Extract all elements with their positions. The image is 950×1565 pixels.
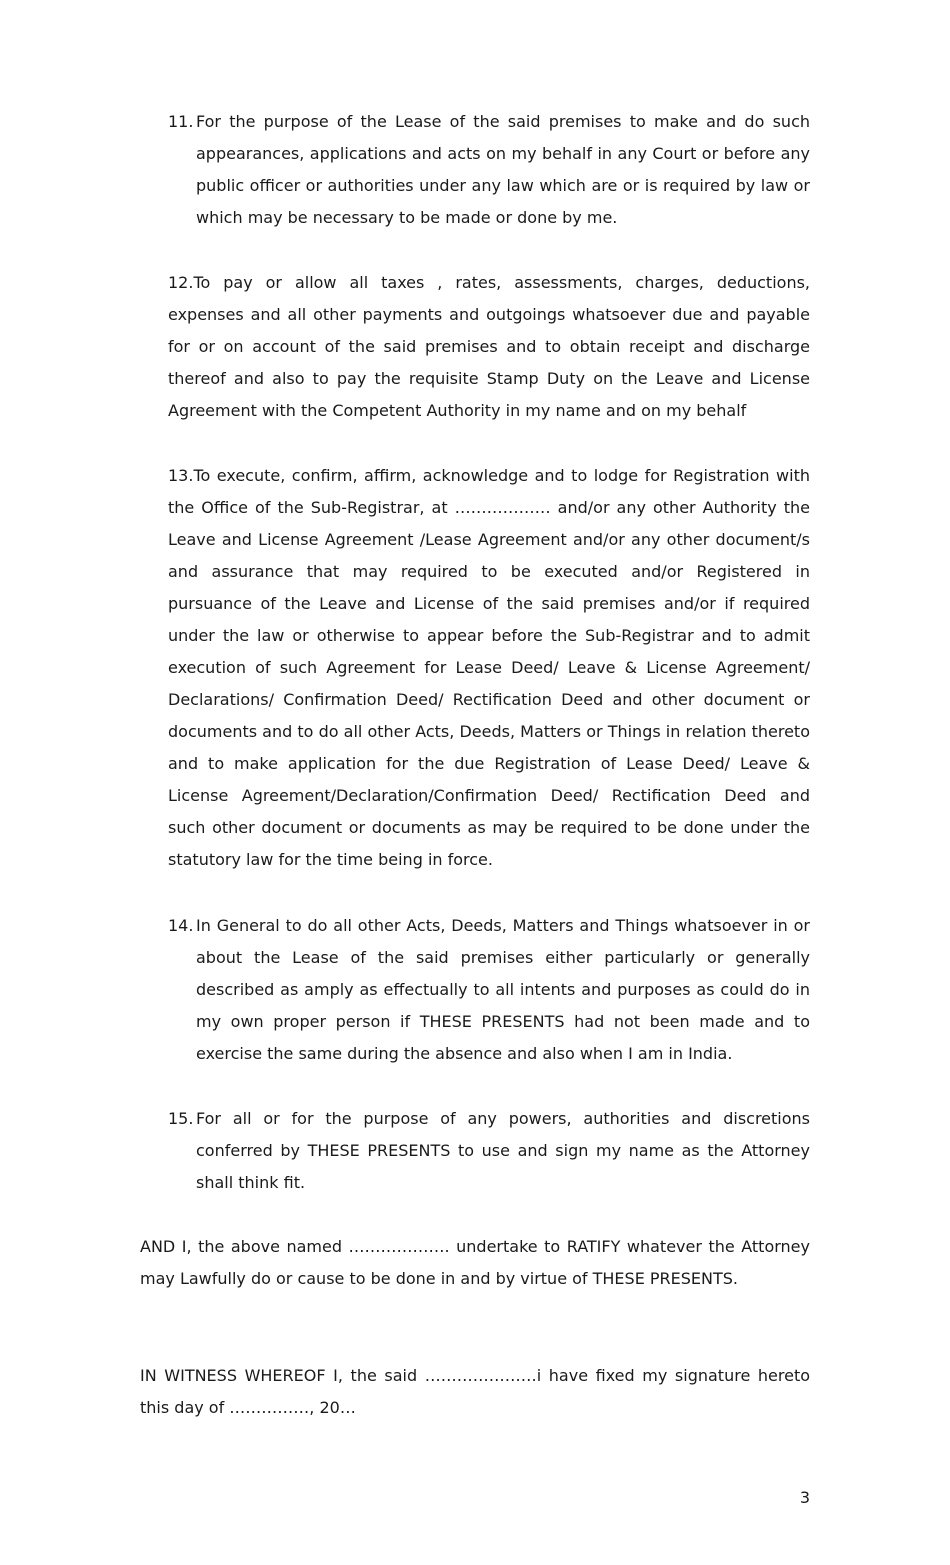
clause-number: 15. — [168, 1109, 194, 1128]
clause-text: To execute, confirm, affirm, acknowledge and to lodge for Registration with the Office of the Sub-Registrar, at ……………… and/or any other Authority the Leave and License Agreement /Lease Agreement and/or any other document/s and assurance that may required to be executed and/or Registered in pursuance of the Leave and License of the said premises and/or if required under the law or otherwise to appear before the Sub-Registrar and to admit execution of such Agreement for Lease Deed/ Leave & License Agreement/ Declarations/ Confirmation Deed/ Rectification Deed and other document or documents and to do all other Acts, Deeds, Matters or Things in relation thereto and to make application for the due Registration of Lease Deed/ Leave & License Agreement/Declaration/Confirmation Deed/ Rectification Deed and such other document or documents as may be required to be done under the statutory law for the time being in force. — [168, 466, 810, 869]
clause-15 — [168, 1103, 810, 1199]
clause-number: 11. — [168, 112, 194, 131]
clause-11 — [168, 106, 810, 234]
clause-text: In General to do all other Acts, Deeds, Matters and Things whatsoever in or about the Lease of the said premises either particularly or generally described as amply as effectually to all intents and purposes as could do in my own proper person if THESE PRESENTS had not been made and to exercise the same during the absence and also when I am in India. — [196, 916, 810, 1063]
clause-14 — [168, 910, 810, 1070]
clause-text: For the purpose of the Lease of the said premises to make and do such appearances, applications and acts on my behalf in any Court or before any public officer or authorities under any law which are or is required by law or which may be necessary to be made or done by me. — [196, 112, 810, 227]
ratify-paragraph: AND I, the above named ………………. undertake to RATIFY whatever the Attorney may Lawfully do or cause to be done in and by virtue of THESE PRESENTS. — [140, 1237, 810, 1288]
clause-13 — [168, 460, 810, 876]
clause-number: 14. — [168, 916, 194, 935]
witness-paragraph: IN WITNESS WHEREOF I, the said …………………i have fixed my signature hereto this day of ……………, 20… — [140, 1366, 810, 1417]
page-number: 3 — [799, 1488, 810, 1507]
clause-text: For all or for the purpose of any powers, authorities and discretions conferred by THESE PRESENTS to use and sign my name as the Attorney shall think fit. — [196, 1109, 810, 1192]
clause-text: To pay or allow all taxes , rates, assessments, charges, deductions, expenses and all other payments and outgoings whatsoever due and payable for or on account of the said premises and to obtain receipt and discharge thereof and also to pay the requisite Stamp Duty on the Leave and License Agreement with the Competent Authority in my name and on my behalf — [168, 273, 810, 420]
clause-12 — [168, 267, 810, 427]
clause-number: 12. — [168, 273, 194, 292]
clause-number: 13. — [168, 466, 194, 485]
